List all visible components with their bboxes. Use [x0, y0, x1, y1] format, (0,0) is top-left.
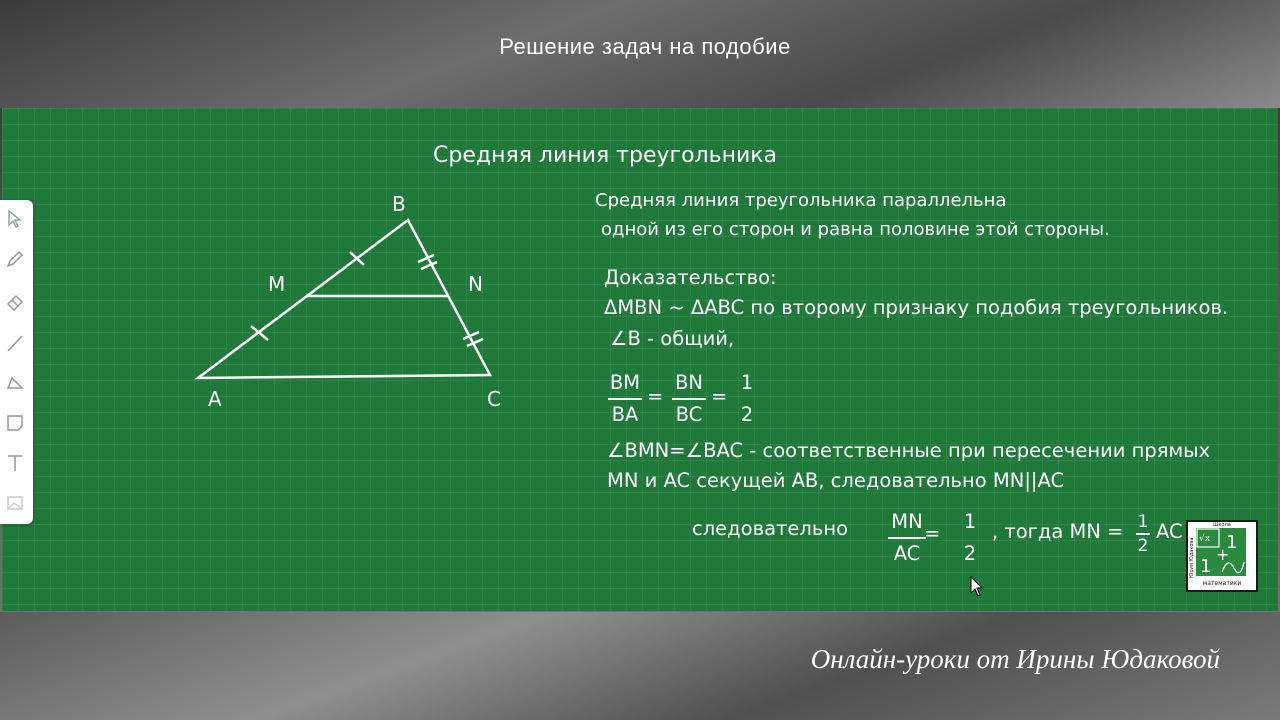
theorem-line-2: одной из его сторон и равна половине этой стороны. — [601, 219, 1110, 240]
proof-line-2: ∠B - общий, — [610, 327, 735, 350]
conclusion-word: следовательно — [692, 517, 849, 540]
fraction-one-half: 1 2 — [963, 510, 977, 565]
equals-sign: = — [924, 522, 941, 545]
logo-side-text: Юрия Юдакова — [1189, 537, 1195, 578]
school-logo — [1186, 520, 1258, 592]
vertex-label-c: C — [487, 387, 501, 411]
vertex-label-m: M — [268, 272, 286, 296]
angle-line-2: MN и AC секущей AB, следовательно MN||AC — [607, 469, 1065, 492]
fraction-bn-bc: BN BC — [672, 369, 706, 429]
svg-text:1: 1 — [1200, 556, 1212, 576]
proof-line-1: ΔMBN ~ ΔABC по второму признаку подобия треугольников. — [604, 296, 1229, 319]
svg-text:1: 1 — [1226, 532, 1238, 553]
mouse-pointer-icon — [970, 576, 984, 598]
fraction-mn-ac: MN AC — [888, 508, 926, 568]
board-title: Средняя линия треугольника — [433, 143, 778, 168]
equals-sign: = — [647, 385, 664, 408]
angle-line-1: ∠BMN=∠BAC - соответственные при пересечении прямых — [607, 439, 1211, 462]
then-text: , тогда MN = — [992, 520, 1124, 543]
conclusion-tail: AC — [1156, 520, 1183, 543]
triangle-abc — [198, 220, 490, 378]
fraction-one-half: 1 2 — [740, 371, 754, 426]
logo-bottom-text: математики — [1202, 580, 1242, 587]
svg-text:√x: √x — [1199, 534, 1211, 544]
page-title: Решение задач на подобие — [499, 34, 791, 59]
theorem-line-1: Средняя линия треугольника параллельна — [595, 190, 1007, 211]
vertex-label-b: B — [392, 192, 406, 216]
proof-heading: Доказательство: — [604, 266, 777, 289]
fraction-bm-ba: BM BA — [609, 371, 641, 426]
fraction-one-half: 1 2 — [1137, 512, 1149, 556]
math-emblem-icon — [1196, 528, 1246, 576]
logo-top-text: Школа — [1213, 522, 1231, 528]
svg-text:+: + — [1216, 545, 1230, 564]
equals-sign: = — [711, 385, 728, 408]
footer-credit: Онлайн-уроки от Ирины Юдаковой — [810, 644, 1220, 674]
vertex-label-n: N — [468, 272, 483, 296]
logo-emblem — [1196, 528, 1246, 576]
vertex-label-a: A — [208, 387, 222, 411]
